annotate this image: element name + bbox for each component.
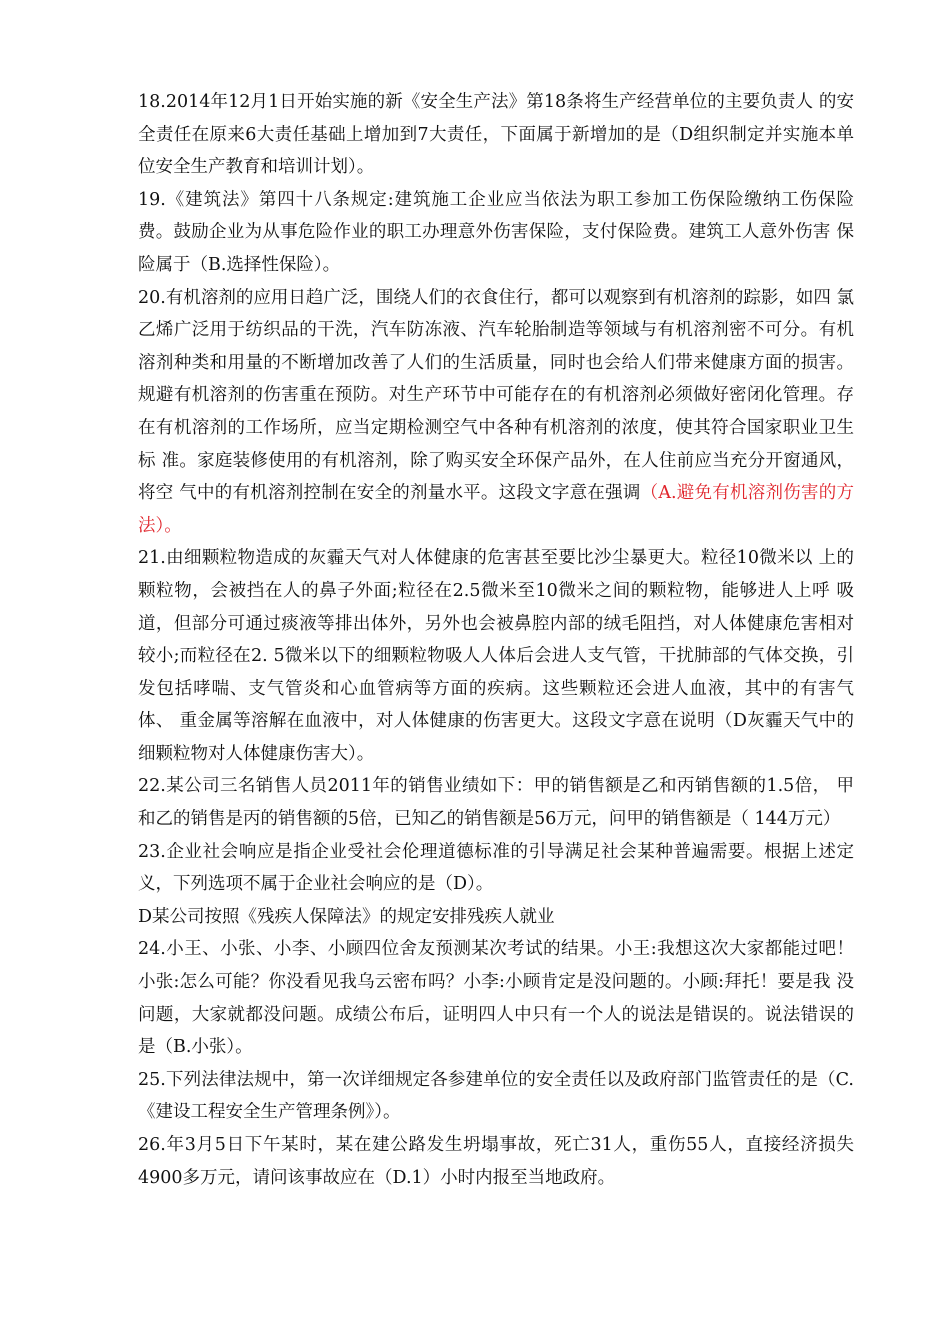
question-21-text: 21.由细颗粒物造成的灰霾天气对人体健康的危害甚至要比沙尘暴更大。粒径10微米以 上的颗粒物，会被挡在人的鼻子外面;粒径在2.5微米至10微米之间的颗粒物，能够进人上呼 吸道，但部分可通过痰液等排出体外，另外也会被鼻腔内部的绒毛阻挡，对人体健康危害相对 较小;而粒径在2. 5微米以下的细颗粒物吸人人体后会进人支气管，干扰肺部的气体交换，引发包括哮喘、支气管炎和心血管病等方面的疾病。这些颗粒还会进人血液，其中的有害气体、 重金属等溶解在血液中，对人体健康的伤害更大。这段文字意在说明（D灰霾天气中的细颗粒物对人体健康伤害大）。	[138, 548, 854, 764]
question-23-answer-text: D某公司按照《残疾人保障法》的规定安排残疾人就业	[138, 906, 555, 927]
question-21	[138, 542, 854, 770]
question-18	[138, 86, 854, 184]
question-25-text: 25.下列法律法规中，第一次详细规定各参建单位的安全责任以及政府部门监管责任的是（C.《建设工程安全生产管理条例》）。	[138, 1069, 854, 1123]
question-23-answer-line	[138, 901, 854, 934]
question-26-text: 26.年3月5日下午某时，某在建公路发生坍塌事故，死亡31人，重伤55人，直接经济损失4900多万元，请问该事故应在（D.1）小时内报至当地政府。	[138, 1135, 854, 1188]
question-23	[138, 836, 854, 901]
question-20	[138, 282, 854, 543]
question-20-answer-highlight: （A.避免有机溶剂伤害的方法）。	[138, 483, 855, 536]
document-page	[138, 86, 854, 1194]
question-24-text: 24.小王、小张、小李、小顾四位舍友预测某次考试的结果。小王:我想这次大家都能过吧！ 小张:怎么可能？你没看见我乌云密布吗？小李:小顾肯定是没问题的。小顾:拜托！要是我 没问题，大家就都没问题。成绩公布后，证明四人中只有一个人的说法是错误的。说法错误的 是（B.小张）。	[138, 939, 854, 1058]
question-22-text: 22.某公司三名销售人员2011年的销售业绩如下：甲的销售额是乙和丙销售额的1.5倍， 甲和乙的销售是丙的销售额的5倍，已知乙的销售额是56万元，问甲的销售额是（ 144万元）	[138, 776, 854, 830]
question-20-text: 20.有机溶剂的应用日趋广泛，围绕人们的衣食住行，都可以观察到有机溶剂的踪影，如四 氯乙烯广泛用于纺织品的干洗，汽车防冻液、汽车轮胎制造等领域与有机溶剂密不可分。有机 溶剂种类和用量的不断增加改善了人们的生活质量，同时也会给人们带来健康方面的损害。 规避有机溶剂的伤害重在预防。对生产环节中可能存在的有机溶剂必须做好密闭化管理。存 在有机溶剂的工作场所，应当定期检测空气中各种有机溶剂的浓度，使其符合国家职业卫生标 准。家庭装修使用的有机溶剂，除了购买安全环保产品外，在人住前应当充分开窗通风，将空 气中的有机溶剂控制在安全的剂量水平。这段文字意在强调	[138, 287, 854, 504]
question-25	[138, 1064, 854, 1129]
question-18-text: 18.2014年12月1日开始实施的新《安全生产法》第18条将生产经营单位的主要负责人 的安全责任在原来6大责任基础上增加到7大责任，下面属于新增加的是（D组织制定并实施本单位安全生产教育和培训计划）。	[138, 92, 854, 178]
question-22	[138, 770, 854, 835]
question-24	[138, 933, 854, 1063]
question-19	[138, 184, 854, 282]
question-26	[138, 1129, 854, 1194]
question-19-text: 19.《建筑法》第四十八条规定:建筑施工企业应当依法为职工参加工伤保险缴纳工伤保险费。鼓励企业为从事危险作业的职工办理意外伤害保险，支付保险费。建筑工人意外伤害 保险属于（B.选择性保险）。	[138, 189, 854, 275]
question-23-text: 23.企业社会响应是指企业受社会伦理道德标准的引导满足社会某种普遍需要。根据上述定义，下列选项不属于企业社会响应的是（D）。	[138, 841, 854, 895]
